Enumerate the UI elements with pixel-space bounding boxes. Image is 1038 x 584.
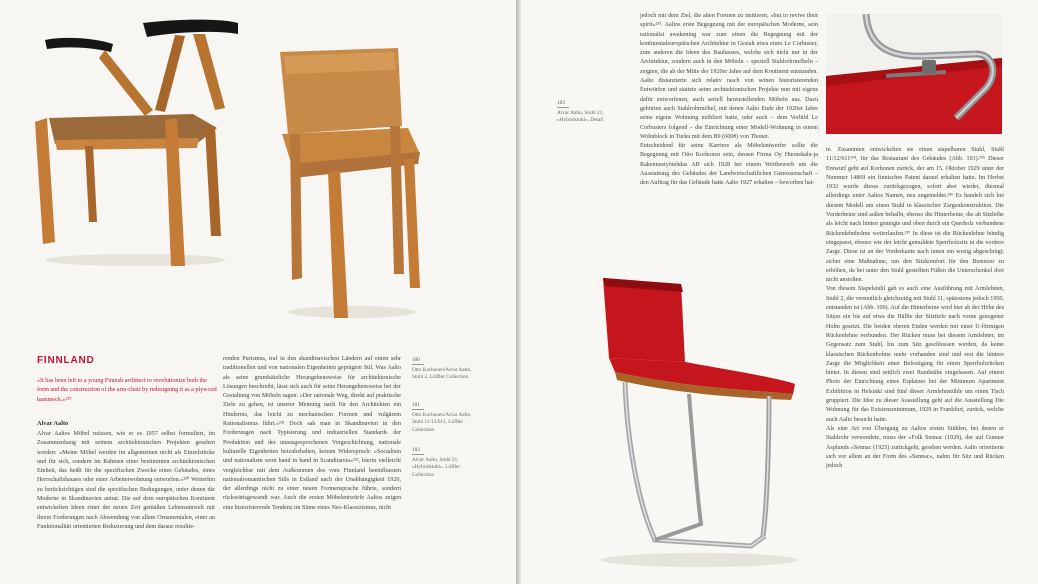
author-heading: Alvar Aalto xyxy=(37,420,69,427)
caption-103 xyxy=(557,100,627,125)
caption-102 xyxy=(412,447,482,479)
side-chair-illustration xyxy=(268,42,426,322)
opening-quote: »It has been left to a young Finnish architect to revolutionize both the form and the construction of the arm-chair by redesigning it as a plywood hammock.«²²⁹ xyxy=(37,378,217,403)
caption-number: 101 xyxy=(412,402,424,410)
caption-100 xyxy=(412,357,482,382)
right-body-column-2 xyxy=(826,146,1004,584)
left-body-column-1 xyxy=(37,430,215,584)
caption-number: 103 xyxy=(557,100,569,108)
caption-text: Alvar Aalto, Stuhl 21, »Hybridstuhl«, Detail xyxy=(557,110,604,124)
right-page xyxy=(521,0,1038,584)
section-heading: FINNLAND xyxy=(37,355,95,366)
caption-text: Otto Korhonen/Alvar Aalto, Stuhl 2, Löffler Collection xyxy=(412,367,472,381)
tubular-frame-detail-illustration xyxy=(826,14,1002,134)
left-body-text-1: Alvar Aaltos Möbel müssen, wie er es 1957 selbst formuliert, im Zusammenhang mit seinem architektonischen Projekten gesehen werden: »Meine Möbel werden im allgemeinen nicht als Einzelstücke und für sich, sondern im Rahmen einer bestimmten architektonischen Einheit, das heißt für die spezifischen Zwecke eines Gebäudes, eines Herrschaftshauses oder einer Arbeiterwohnung entworfen.«²³⁰ Weiterhin zu berücksichtigen sind die spezifischen Bedingungen, unter denen die Moderne in Skandinavien antrat. Die auf dem europäischen Kontinent entwickelten Ideen einer der neuen Zeit gemäßen Lebensumwelt mit ihrem Forderungen nach Abwendung von allem Ornamentalen, einer an Funktionalität orientierten Reduzierung und dem daraus resultie- xyxy=(37,431,215,530)
hybrid-chair-photo xyxy=(569,274,801,572)
right-body-text-2: te. Zusammen entwickelten sie einen stapelbaren Stuhl, Stuhl 11/12/611²³⁴, für das Restaurant des Gebäudes (Abb. 101).²³⁵ Dieser Entwurf geht auf Korhonen zurück, der am 15. Oktober 1929 unter der Nummer 14869 ein finnisches Patent darauf erhalten hatte. Im Herbst 1932 wurde dieses zurückgezogen, sofort aber wieder, diesmal allerdings unter Aaltos Namen, neu angemeldet.²³⁶ Es handelt sich bei diesem Modell um einen Stuhl in klassischer Zargenkonstruktion. Die Vorderbeine sind außen behalbt, ebenso die Hinterbeine, die ab Sitzhöhe als leicht nach hinten geneigte und oben durch ein Querholz verbundene Rückenlehnholme weiterlaufen.²³⁷ In diese ist die Rückenlehne bündig eingepasst, ebenso wie der leicht gemuldete Sperrholzsitz in die vordere Zarge. Diese ist an der Vorderkante nach innen ein wenig abgeschrägt; sicher eine Maßnahme, um den Sitzkomfort für den Benutzer zu erhöhen, da bei unter den Stuhl gestellten Füßen die Unterschenkel dort nicht anstoßen. Von diesem Stapelstuhl gab es auch eine Ausführung mit Armlehnen, Stuhl 2, die vermutlich gleichzeitig mit Stuhl 11, spätestens jedoch 1950, entstanden ist (Abb. 100). Auf die Hinterbeine wird hier ab der Höhe des Sitzes ein bis auf etwa die Hälfte der Sitztiefe nach vorne gezogener Holm gesetzt. Die beiden oberen Enden werden mit einer U-förmigen Rückenlehne verbunden. Der Rücken muss bei diesem Armlehner, im Gegensatz zum Stuhl, bis zum Sitz geschlossen werden, da keine klassischen Rückenholme mehr vorhanden sind und erst die hintere Zarge die Möglichkeit einer Befestigung für einen Sperrholzrücken bietet. In diesen sind seitlich zwei Randstäbe eingelassen. Auf einem Photo der Einrichtung eines Esplatzes bei der Minimum Apartment Exhibition in Helsinki sind fünf dieser Armlehnstühle um einen Tisch gruppiert. Die Idee zu dieser Ausstellung geht auf die Ausstellung Die Wohnung für das Existenzminimum, 1929 in Frankfurt, zurück, welche auch Aalto besucht hatte. Als eine Art von Übergang zu Aaltos ersten Stühlen, bei denen er Stahlrohr verwendete, muss der »Folk Sennac (1929), der auf Gunnar Asplunds »Sennac (1925) zurückgeht, gesehen werden. Aalto orientierte sich vor allem an der Form des »Sennac«, nahm für Sitz und Rücken jedoch xyxy=(826,147,1004,470)
left-page xyxy=(0,0,516,584)
detail-photo xyxy=(826,14,1002,134)
caption-text: Otto Korhonen/Alvar Aalto, Stuhl 11/12/611, Löffler Collection xyxy=(412,412,472,433)
armchair-illustration xyxy=(25,10,253,272)
left-body-column-2 xyxy=(223,355,401,584)
caption-101 xyxy=(412,402,482,434)
right-body-text-1: jedoch mit dem Ziel, die alten Formen zu imitieren, »but to revive their spirit«²³³. Aaltos erste Begegnung mit der europäischen Moderne, sein rationalist awakening war zum einen die Begegnung mit der kontinentaleuropäischen Architektur in Gestalt etwa eines Le Corbusier, zum anderen die Ideen des Bauhauses, welche sich nicht nur in der Architektur, sondern auch in den Möbeln – speziell Stahlrohrmöbeln – zeigten, die ab der Mitte der 1920er Jahre auf dem Kontinent entstanden. Aalto distanzierte sich relativ rasch von seinen historisierenden Entwürfen und stattete seine architektonischen Projekte nun mit eigens dafür entworfenen, auch seriell herzustellenden Möbeln aus. Dazu gehörten auch Stahlrohrmöbel, mit denen Aalto Ende der 1920er Jahre seine eigene Wohnung möbliert hatte, oder auch – dem Verbild Le Corbusiers folgend – die Einrichtung einer Modell-Wohnung in einem Wohnblock in Turku mit dem B9 (600#) von Thonet. Entscheidend für seine Karriere als Möbelentwerfer sollte die Begegnung mit Otto Korhonen sein, dessen Firma Oy Huonekalu-ja Rakennustyötehdas AB sich 1928 bei einem Wettbewerb um die Ausstattung des Gebäudes der Landwirtschaftlichen Genossenschaft – den Auftrag für das Gebäude hatte Aalto 1927 erhalten – beworben hat- xyxy=(640,13,818,187)
left-body-text-2: renden Purismus, traf in den skandinavischen Ländern auf einen sehr traditionellen und von nationalen Eigenheiten geprägten Stil. Was Aalto als seine grundsätzliche Herangehensweise für architektonische Lösungen beschreibt, lässt sich auch für seine Herangehensweise bei der Gestaltung von Möbeln sagen: »Der rationale Weg, direkt auf praktische Ziele zu gehen, ist unserer Meinung nach für den Architekten ein Hindernis, das leicht zu mechanischen Formen und vulgärem Rationalismus führt.«²³¹ Doch sah man in Skandinavien in den Forderungen nach Typisierung und industriellen Standards der Produktion und der unausgesprochenen Vorgeschichtung, nationale kulturelle Eigenheiten beizubehalten, keinen Widerspruch: »Socialism und nationalism went hand in hand in Scandinavia«²³², hierin vielleicht vergleichbar mit dem Aufkommen des vom Finnland beeinflussten nationalromantischen Stils in Estland nach der Unabhängigkeit 1920, der allerdings nicht zu einer neuen Formensprache führte, sondern rückwärtsgewandt war. Auch die ersten Möbelentwürfe Aaltos zeigen eine historisierende Tendenz im Sinne eines Neo-Klassizismus, nicht xyxy=(223,356,401,511)
side-chair-photo xyxy=(268,42,426,322)
caption-number: 100 xyxy=(412,357,424,365)
caption-number: 102 xyxy=(412,447,424,455)
armchair-photo xyxy=(25,10,253,272)
right-body-column-1 xyxy=(640,12,818,260)
hybrid-chair-illustration xyxy=(569,274,801,572)
caption-text: Alvar Aalto, Stuhl 21, »Hybridstuhl«, Löffler Collection xyxy=(412,457,461,478)
